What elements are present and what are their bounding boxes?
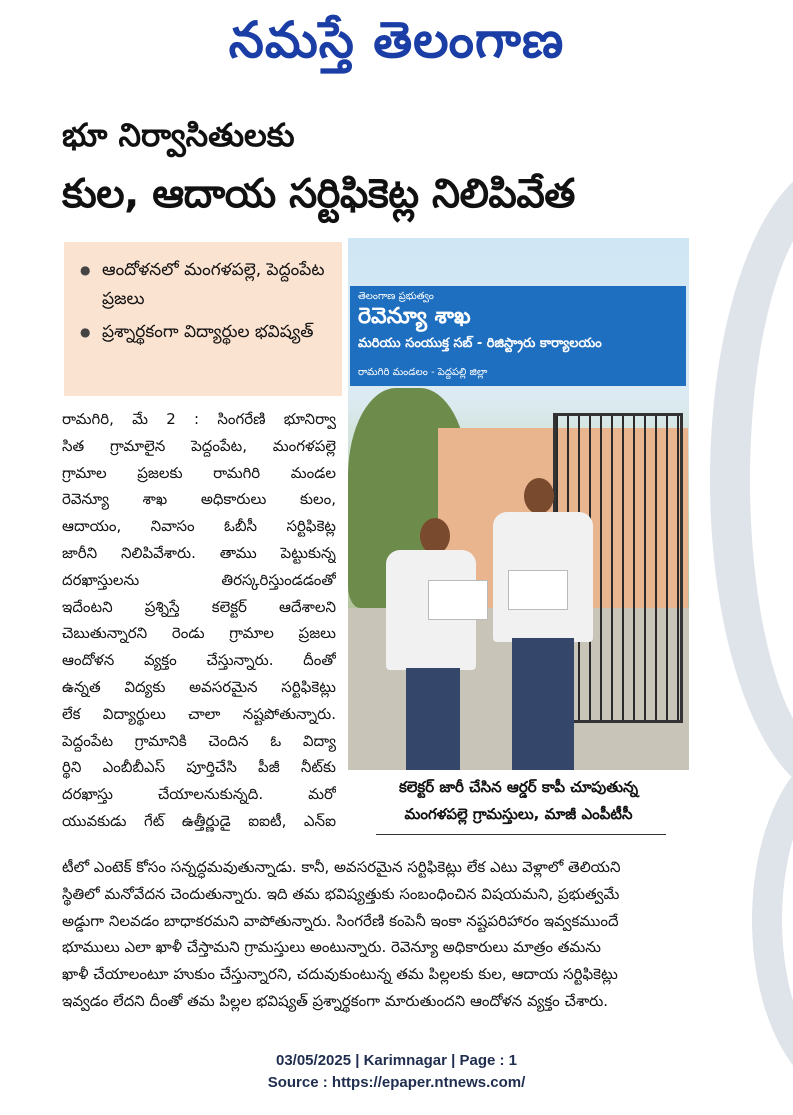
article-headline: కుల, ఆదాయ సర్టిఫికెట్ల నిలిపివేత [62,171,575,217]
body-line: రెవెన్యూ శాఖ అధికారులు కులం, [62,490,336,509]
highlight-item: ● ప్రశ్నార్థకంగా విద్యార్థుల భవిష్యత్ [76,318,336,347]
highlights-box [64,242,342,396]
office-signboard [350,286,686,386]
body-line: సిత గ్రామాలైన పెద్దంపేట, మంగళపల్లె [62,436,336,455]
body-line: టీలో ఎంటెక్ కోసం సన్నద్ధమవుతున్నాడు. కానీ, అవసరమైన సర్టిఫికెట్లు లేక ఎటు వెళ్లాలో తెలియని [62,858,621,876]
article-kicker: భూ నిర్వాసితులకు [62,116,295,154]
sign-line-4: రామగిరి మండలం - పెద్దపల్లి జిల్లా [358,367,488,378]
body-line: ఆదాయం, నివాసం ఓబీసీ సర్టిఫికెట్ల [62,517,336,536]
person-right-legs [512,638,574,770]
source-link: Source : https://epaper.ntnews.com/ [267,1074,526,1091]
caption-line: మంగళపల్లె గ్రామస్తులు, మాజీ ఎంపీటీసీ [404,805,633,823]
person-head [524,478,554,514]
body-line: ర్థిని ఎంబీబీఎస్ పూర్తిచేసి పీజీ నీట్‌కు [62,758,336,777]
document-paper [508,570,568,610]
body-line: లేక విద్యార్థులు చాలా నష్టపోతున్నారు. [62,704,336,723]
highlight-item: ● ఆందోళనలో మంగళపల్లె, పెద్దంపేట ప్రజలు [76,256,336,314]
body-line: ఖాళీ చేయాలంటూ హుకుం చేస్తున్నారని, చదువుకుంటున్న తమ పిల్లలకు కుల, ఆదాయ సర్టిఫికెట్లు [62,965,618,984]
article-body-wide [62,854,738,1015]
article-body-narrow [62,406,336,835]
body-line: యువకుడు గేట్ ఉత్తీర్ణుడై ఐఐటీ, ఎన్ఐ [62,811,336,830]
article-photo [348,238,689,770]
sign-line-1: తెలంగాణ ప్రభుత్వం [358,291,434,302]
newspaper-masthead: నమస్తే తెలంగాణ [228,10,565,69]
body-line: రామగిరి, మే 2 : సింగరేణి భూనిర్వా [62,410,336,428]
body-line: అడ్డుగా నిలవడం బాధాకరమని వాపోతున్నారు. సింగరేణి కంపెనీ ఇంకా నష్టపరిహారం ఇవ్వకముందే [62,911,619,930]
decorative-arc [710,160,793,800]
body-line: జారీని నిలిపివేశారు. తాము పెట్టుకున్న [62,543,336,562]
edition-info: 03/05/2025 | Karimnagar | Page : 1 [275,1052,518,1069]
decorative-arc-lower [752,740,793,1100]
photo-caption [348,774,689,828]
body-line: దరఖాస్తు చేయాలనుకున్నది. మరో [62,785,336,804]
sign-line-2: రెవెన్యూ శాఖ [358,304,471,329]
person-left-legs [406,668,460,770]
body-line: గ్రామాల ప్రజలకు రామగిరి మండల [62,463,336,482]
caption-line: కలెక్టర్ జారీ చేసిన ఆర్డర్ కాపీ చూపుతున్న [398,778,639,796]
document-paper [428,580,488,620]
body-line: ఉన్నత విద్యకు అవసరమైన సర్టిఫికెట్లు [62,677,336,696]
body-line: చెబుతున్నారని రెండు గ్రామాల ప్రజలు [62,624,336,643]
body-line: దరఖాస్తులను తిరస్కరిస్తుండడంతో [62,570,336,589]
body-line: పెద్దంపేట గ్రామానికి చెందిన ఓ విద్యా [62,731,336,750]
body-line: భూములు ఎలా ఖాళీ చేస్తామని గ్రామస్తులు అంటున్నారు. రెవెన్యూ అధికారులు మాత్రం తమను [62,938,601,957]
caption-divider [376,834,666,835]
body-line: ఇవ్వడం లేదని దీంతో తమ పిల్లల భవిష్యత్ ప్రశ్నార్థకంగా మారుతుందని ఆందోళన వ్యక్తం చేశారు. [62,991,609,1010]
body-line: స్థితిలో మనోవేదన చెందుతున్నారు. ఇది తమ భవిష్యత్తుకు సంబంధించిన విషయమని, ప్రభుత్వమే [62,884,620,903]
person-head [420,518,450,554]
body-line: ఇదేంటని ప్రశ్నిస్తే కలెక్టర్ ఆదేశాలని [62,597,336,616]
body-line: ఆందోళన వ్యక్తం చేస్తున్నారు. దీంతో [62,651,336,670]
sign-line-3: మరియు సంయుక్త సబ్ - రిజిస్ట్రారు కార్యాలయం [358,336,602,351]
